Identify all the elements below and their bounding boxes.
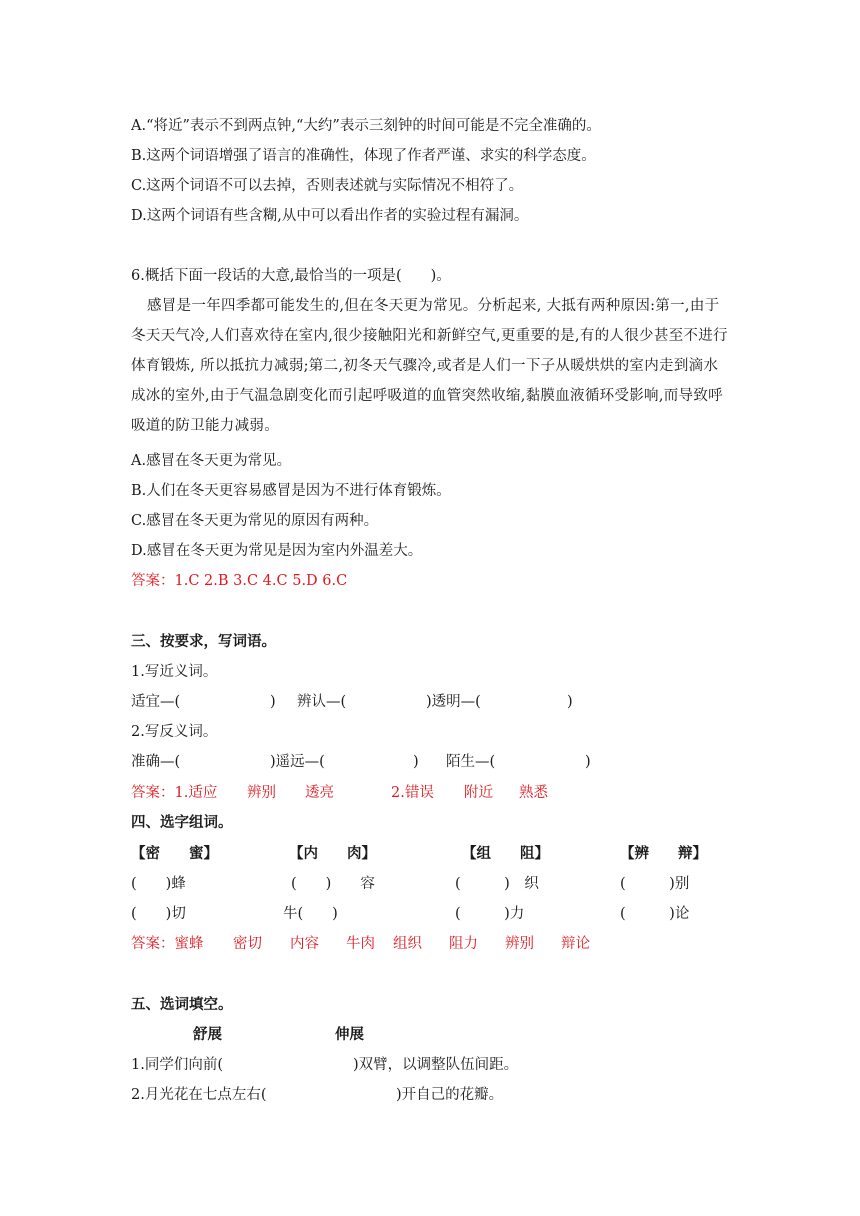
- answer-section-4-3: 内容: [290, 936, 319, 952]
- synonym-close-1: ): [270, 694, 276, 710]
- synonym-item-3: )透明—(: [426, 694, 481, 710]
- answer-section-4-1: 答案：蜜蜂: [131, 936, 204, 952]
- answer-section-4-7: 辨别: [505, 936, 534, 952]
- section-3-sub2: 2.写反义词。: [131, 724, 218, 740]
- word-option-1: 舒展: [193, 1026, 222, 1043]
- q5-option-c: C.这两个词语不可以去掉，否则表述就与实际情况不相符了。: [131, 178, 524, 194]
- answer-section-4-6: 阻力: [449, 936, 478, 952]
- fill-q2-start: 2.月光花在七点左右(: [131, 1087, 267, 1103]
- q6-passage: 感冒是一年四季都可能发生的,但在冬天更为常见。分析起来, 大抵有两种原因:第一,由于冬天天气冷,人们喜欢待在室内,很少接触阳光和新鲜空气,更重要的是,有的人很少甚至不进行体育锻炼, 所以抵抗力减弱;第二,初冬天气骤冷,或者是人们一下子从暖烘烘的室内走到滴水成冰的室外,由于气温急剧变化而引起呼吸道的血管突然收缩,黏膜血液循环受影响,而导致呼吸道的防卫能力减弱。: [131, 298, 728, 434]
- word-blank-2-3: ( )力: [455, 906, 525, 922]
- word-blank-2-4: ( )论: [620, 906, 690, 922]
- section-3-title: 三、按要求，写词语。: [131, 633, 276, 650]
- answer-section-4-2: 密切: [233, 936, 262, 952]
- q6-option-d: D.感冒在冬天更为常见是因为室内外温差大。: [131, 543, 423, 559]
- q6-stem: 6.概括下面一段话的大意,最恰当的一项是( )。: [131, 268, 451, 284]
- q5-option-a: A.“将近”表示不到两点钟,“大约”表示三刻钟的时间可能是不完全准确的。: [131, 118, 601, 134]
- fill-q2-end: )开自己的花瓣。: [396, 1087, 504, 1103]
- q6-option-c: C.感冒在冬天更为常见的原因有两种。: [131, 513, 379, 529]
- synonym-item-1: 适宜—(: [131, 694, 181, 710]
- fill-q1-end: )双臂，以调整队伍间距。: [353, 1057, 519, 1073]
- answer-section-3-3: 透亮: [305, 785, 334, 801]
- word-blank-1-1: ( )蜂: [131, 876, 186, 892]
- synonym-close-3: ): [567, 694, 573, 710]
- char-group-2: 【内 肉】: [289, 845, 376, 862]
- answer-section-3-1: 答案：1.适应: [131, 785, 218, 801]
- antonym-item-3: 陌生—(: [446, 754, 496, 770]
- section-3-sub1: 1.写近义词。: [131, 664, 218, 680]
- answer-section-3-6: 熟悉: [519, 785, 548, 801]
- answer-section-2: 答案：1.C 2.B 3.C 4.C 5.D 6.C: [131, 573, 348, 589]
- section-4-title: 四、选字组词。: [131, 814, 233, 831]
- char-group-3: 【组 阻】: [462, 845, 549, 862]
- q6-option-b: B.人们在冬天更容易感冒是因为不进行体育锻炼。: [131, 483, 451, 499]
- antonym-item-2: )遥远—(: [270, 754, 325, 770]
- antonym-item-1: 准确—(: [131, 754, 181, 770]
- q6-option-a: A.感冒在冬天更为常见。: [131, 453, 292, 469]
- answer-section-4-5: 组织: [393, 936, 422, 952]
- synonym-item-2: 辨认—(: [297, 694, 347, 710]
- word-blank-1-3: ( ) 织: [455, 876, 539, 892]
- char-group-4: 【辨 辩】: [620, 845, 707, 862]
- q5-option-b: B.这两个词语增强了语言的准确性，体现了作者严谨、求实的科学态度。: [131, 148, 596, 164]
- answer-section-4-8: 辩论: [561, 936, 590, 952]
- answer-section-3-5: 附近: [464, 785, 493, 801]
- section-5-title: 五、选词填空。: [131, 996, 233, 1013]
- antonym-close-2: ): [413, 754, 419, 770]
- q5-option-d: D.这两个词语有些含糊,从中可以看出作者的实验过程有漏洞。: [131, 208, 529, 224]
- word-blank-2-2: 牛( ): [283, 906, 338, 922]
- word-blank-2-1: ( )切: [131, 906, 186, 922]
- word-blank-1-2: ( ) 容: [291, 876, 375, 892]
- word-option-2: 伸展: [335, 1026, 364, 1043]
- word-blank-1-4: ( )别: [620, 876, 690, 892]
- fill-q1-start: 1.同学们向前(: [131, 1057, 223, 1073]
- answer-section-3-2: 辨别: [247, 785, 276, 801]
- char-group-1: 【密 蜜】: [131, 845, 218, 862]
- antonym-close-3: ): [585, 754, 591, 770]
- answer-section-3-4: 2.错误: [391, 785, 434, 801]
- answer-section-4-4: 牛肉: [346, 936, 375, 952]
